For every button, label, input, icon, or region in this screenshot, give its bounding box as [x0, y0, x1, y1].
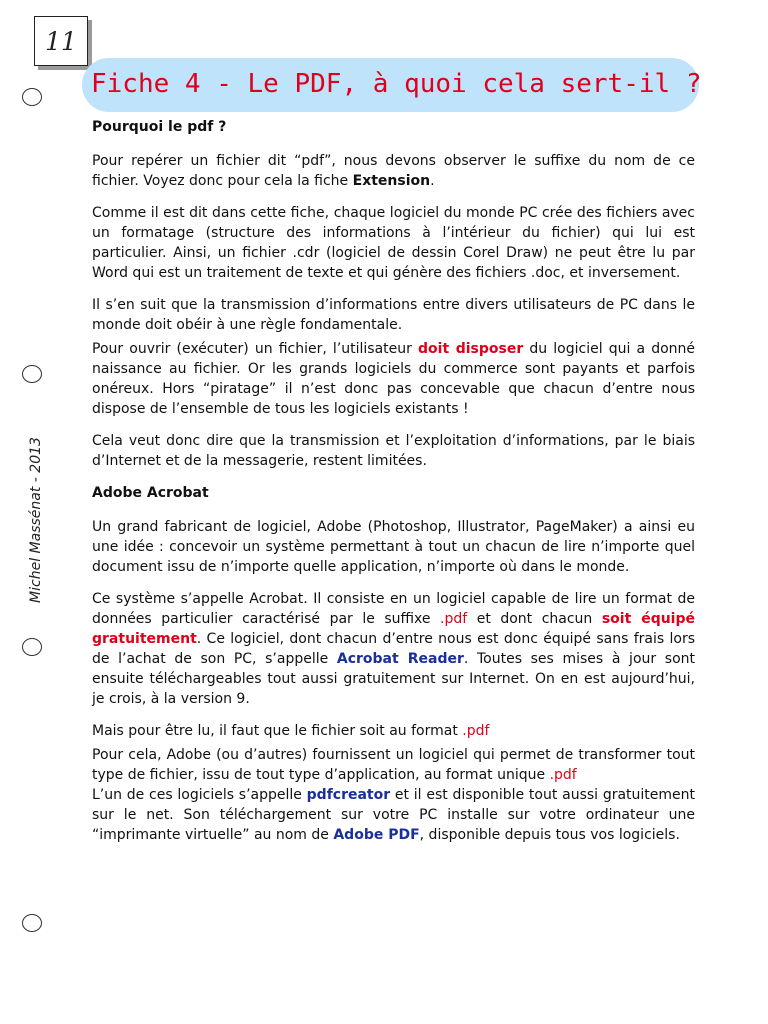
binder-hole-1	[22, 88, 42, 106]
text-run: Mais pour être lu, il faut que le fichier soit au format	[92, 723, 463, 739]
paragraph-3: Il s’en suit que la transmission d’informations entre divers utilisateurs de PC dans le monde doit obéir à une règle fondamentale.	[92, 297, 695, 333]
section-heading-why: Pourquoi le pdf ?	[92, 119, 227, 135]
acrobat-reader-name: Acrobat Reader	[336, 651, 464, 667]
paragraph-2: Comme il est dit dans cette fiche, chaque logiciel du monde PC crée des fichiers avec un formatage (structure des informations à l’intérieur du fichier) qui lui est particulier. Ainsi, un fichier .cdr (logiciel de dessin Corel Draw) ne peut être lu par Word qui est un traitement de texte et qui génère des fichiers .doc, et inversement.	[92, 205, 695, 281]
binder-hole-3	[22, 638, 42, 656]
text-run: Pour ouvrir (exécuter) un fichier, l’utilisateur	[92, 341, 419, 357]
paragraph-8	[92, 721, 695, 741]
author-credit: Michel Massénat - 2013	[28, 437, 44, 603]
page-title: Fiche 4 - Le PDF, à quoi cela sert-il ?	[91, 69, 702, 99]
highlight-doit-disposer: doit disposer	[418, 341, 524, 357]
text-run: , disponible depuis tous vos logiciels.	[419, 827, 680, 843]
paragraph-5: Cela veut donc dire que la transmission et l’exploitation d’informations, par le biais d’Internet et de la messagerie, restent limitées.	[92, 433, 695, 469]
extension-reference: Extension	[352, 173, 431, 189]
text-run: Ce système s’appelle Acrobat. Il consiste en un logiciel capable de lire un format de données particulier caractérisé par le suffixe	[92, 591, 695, 627]
binder-hole-4	[22, 914, 42, 932]
paragraph-6: Un grand fabricant de logiciel, Adobe (Photoshop, Illustrator, PageMaker) a ainsi eu une idée : concevoir un système permettant à tout un chacun de lire n’importe quel document issu de n’importe quelle application, n’importe où dans le monde.	[92, 519, 695, 575]
page-number: 11	[34, 16, 88, 66]
text-run: et il est disponible tout aussi gratuitement sur le net. Son téléchargement sur votre PC installe sur votre ordinateur une “imprimante virtuelle” au nom de	[92, 787, 696, 843]
paragraph-10	[92, 785, 695, 845]
section-heading-adobe: Adobe Acrobat	[92, 485, 209, 501]
paragraph-1	[92, 151, 695, 191]
document-body	[92, 115, 695, 857]
pdf-suffix: .pdf	[549, 767, 577, 783]
text-run: Pour repérer un fichier dit “pdf”, nous devons observer le suffixe du nom de ce fichier. Voyez donc pour cela la fiche	[92, 153, 695, 189]
text-run: Pour cela, Adobe (ou d’autres) fournissent un logiciel qui permet de transformer tout type de fichier, issu de tout type d’application, au format unique	[92, 747, 695, 783]
pdf-suffix: .pdf	[440, 611, 468, 627]
paragraph-7	[92, 589, 695, 709]
adobe-pdf-name: Adobe PDF	[333, 827, 420, 843]
pdfcreator-name: pdfcreator	[306, 787, 391, 803]
text-run: et dont chacun	[467, 611, 602, 627]
text-run: . Ce logiciel, dont chacun d’entre nous est donc équipé sans frais lors de l’achat de son PC, s’appelle	[92, 631, 695, 667]
text-run: du logiciel qui a donné naissance au fichier. Or les grands logiciels du commerce sont payants et parfois onéreux. Hors “piratage” il n’est donc pas concevable que chacun d’entre nous dispose de l’ensemble de tous les logiciels existants !	[92, 341, 696, 417]
paragraph-4	[92, 339, 695, 419]
binder-hole-2	[22, 365, 42, 383]
text-run: L’un de ces logiciels s’appelle	[92, 787, 307, 803]
highlight-soit-equipe: soit équipé gratuitement	[92, 611, 696, 647]
text-run: .	[430, 173, 435, 189]
pdf-suffix: .pdf	[462, 723, 490, 739]
text-run: . Toutes ses mises à jour sont ensuite téléchargeables tout aussi gratuitement sur Internet. On en est aujourd’hui, je crois, à la version 9.	[92, 651, 695, 707]
paragraph-9	[92, 745, 695, 785]
